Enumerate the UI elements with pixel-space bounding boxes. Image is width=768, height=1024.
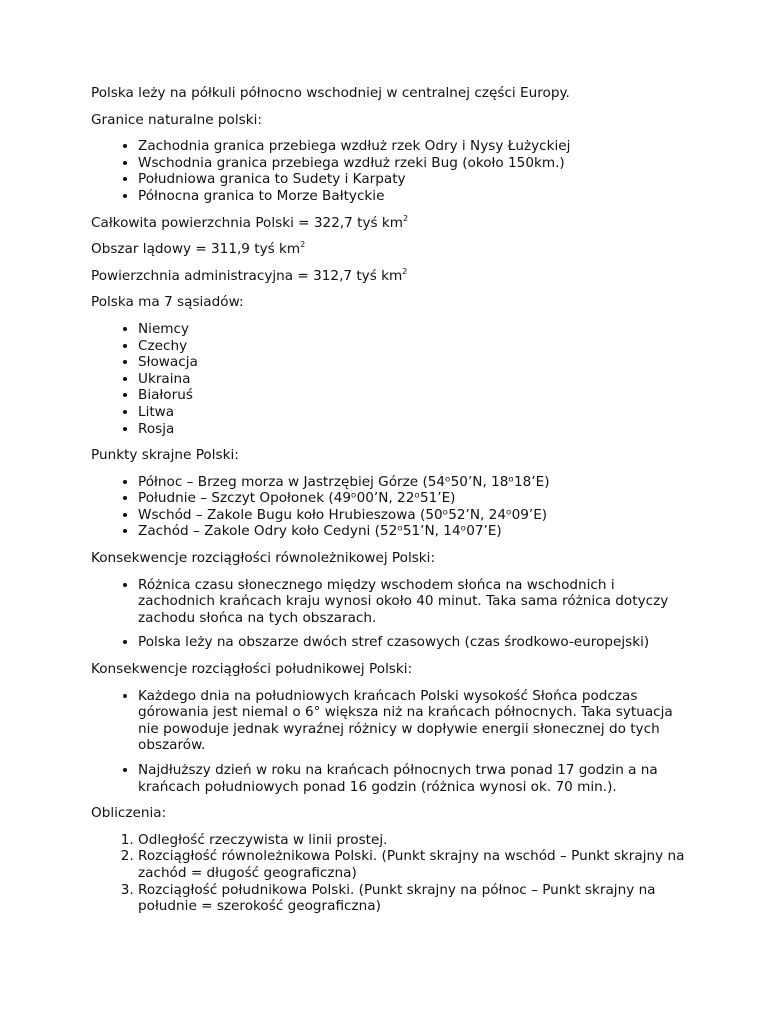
list-item: 2. Rozciągłość równoleżnikowa Polski. (Punkt skrajny na wschód – Punkt skrajny na zachód = długość geograficzna) bbox=[138, 848, 691, 881]
document-body bbox=[91, 85, 691, 925]
borders-list bbox=[91, 138, 691, 204]
list-item: • Różnica czasu słonecznego między wschodem słońca na wschodnich i zachodnich krańcach kraju wynosi około 40 minut. Taka sama różnica dotyczy zachodu słońca na tych obszarach. bbox=[138, 577, 691, 627]
neighbors-heading: Polska ma 7 sąsiadów: bbox=[91, 294, 244, 311]
list-item: • Najdłuższy dzień w roku na krańcach północnych trwa ponad 17 godzin a na krańcach południowych ponad 16 godzin (różnica wynosi ok. 70 min.). bbox=[138, 762, 691, 795]
list-item: • Północna granica to Morze Bałtyckie bbox=[138, 188, 691, 205]
neighbors-list bbox=[91, 321, 691, 437]
list-item: • Białoruś bbox=[138, 387, 691, 404]
list-item: • Ukraina bbox=[138, 371, 691, 388]
list-item: • Wschodnia granica przebiega wzdłuż rzeki Bug (około 150km.) bbox=[138, 155, 691, 172]
list-item: • Niemcy bbox=[138, 321, 691, 338]
list-item: • Południowa granica to Sudety i Karpaty bbox=[138, 171, 691, 188]
list-item: • Litwa bbox=[138, 404, 691, 421]
latitudinal-list bbox=[91, 577, 691, 651]
area-admin-line bbox=[91, 268, 691, 285]
superscript-2: 2 bbox=[403, 213, 409, 223]
list-item: • Wschód – Zakole Bugu koło Hrubieszowa (50ᵒ52’N, 24ᵒ09’E) bbox=[138, 507, 691, 524]
area-admin-text: Powierzchnia administracyjna = 312,7 tyś km bbox=[91, 267, 403, 284]
superscript-2: 2 bbox=[300, 240, 306, 250]
list-item: • Polska leży na obszarze dwóch stref czasowych (czas środkowo-europejski) bbox=[138, 634, 691, 651]
area-total-text: Całkowita powierzchnia Polski = 322,7 tyś km bbox=[91, 214, 404, 231]
intro-paragraph: Polska leży na półkuli północno wschodniej w centralnej części Europy. bbox=[91, 85, 570, 101]
superscript-2: 2 bbox=[402, 266, 408, 276]
calculations-heading: Obliczenia: bbox=[91, 805, 167, 822]
list-item: • Południe – Szczyt Opołonek (49ᵒ00’N, 22ᵒ51’E) bbox=[138, 490, 691, 507]
extreme-points-list bbox=[91, 474, 691, 540]
meridional-list bbox=[91, 688, 691, 796]
list-item: • Północ – Brzeg morza w Jastrzębiej Górze (54ᵒ50’N, 18ᵒ18’E) bbox=[138, 474, 691, 491]
list-item: • Każdego dnia na południowych krańcach Polski wysokość Słońca podczas górowania jest niemal o 6° większa niż na krańcach północnych. Taka sytuacja nie powoduje jednak wyraźnej różnicy w dopływie energii słonecznej do tych obszarów. bbox=[138, 688, 691, 754]
list-item: 1. Odległość rzeczywista w linii prostej. bbox=[138, 832, 691, 849]
list-item: 3. Rozciągłość południkowa Polski. (Punkt skrajny na północ – Punkt skrajny na południe = szerokość geograficzna) bbox=[138, 882, 691, 915]
latitudinal-heading: Konsekwencje rozciągłości równoleżnikowej Polski: bbox=[91, 550, 436, 567]
list-item: • Zachód – Zakole Odry koło Cedyni (52ᵒ51’N, 14ᵒ07’E) bbox=[138, 523, 691, 540]
list-item: • Zachodnia granica przebiega wzdłuż rzek Odry i Nysy Łużyckiej bbox=[138, 138, 691, 155]
calculations-list bbox=[91, 832, 691, 915]
area-land-text: Obszar lądowy = 311,9 tyś km bbox=[91, 241, 301, 258]
meridional-heading: Konsekwencje rozciągłości południkowej Polski: bbox=[91, 661, 413, 678]
area-total-line bbox=[91, 215, 691, 232]
list-item: • Czechy bbox=[138, 338, 691, 355]
area-land-line bbox=[91, 241, 691, 258]
extreme-points-heading: Punkty skrajne Polski: bbox=[91, 447, 239, 464]
list-item: • Słowacja bbox=[138, 354, 691, 371]
borders-heading: Granice naturalne polski: bbox=[91, 111, 262, 128]
list-item: • Rosja bbox=[138, 421, 691, 438]
